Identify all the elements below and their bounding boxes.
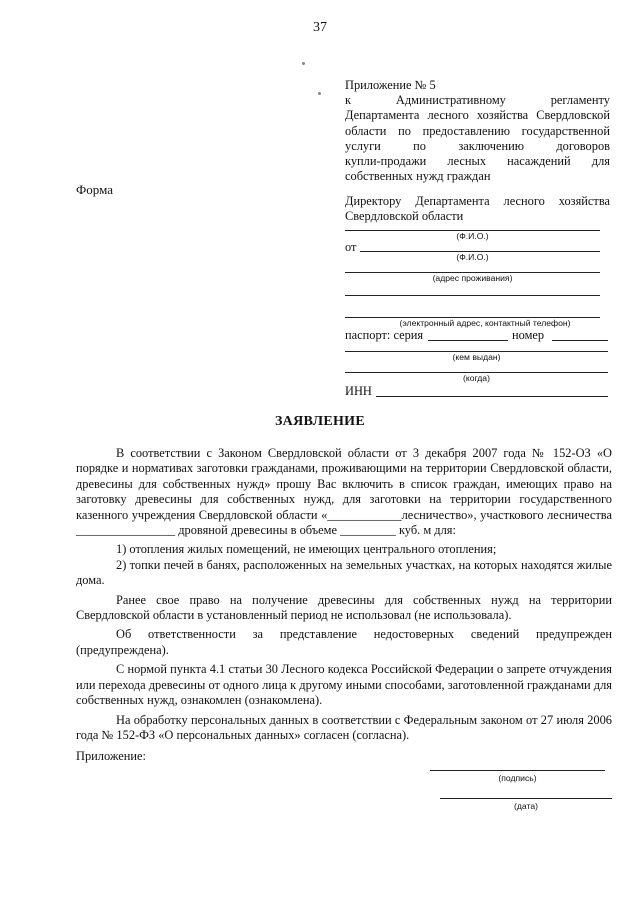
inn-label: ИНН [345,384,372,398]
passport-number-label: номер [512,328,545,342]
appendix-line: к Административному регламенту [345,93,610,108]
body-paragraph: Ранее свое право на получение древесины для собственных нужд на территории Свердловской области в установленный период не использовал (не использовала). [76,592,612,623]
inn-line[interactable] [376,396,608,397]
passport-number-line[interactable] [552,340,608,341]
addressee-line: Свердловской области [345,209,464,223]
signature-caption: (подпись) [498,773,537,783]
appendix-line: купли-продажи лесных насаждений для [345,154,610,169]
passport-series-label: паспорт: серия [345,328,424,342]
page-number: 37 [313,20,327,35]
body-paragraph: В соответствии с Законом Свердловской области от 3 декабря 2007 года № 152-ОЗ «О порядке и нормативах заготовки гражданами, проживающими на территории Свердловской области, древесины для собственных нужд» прошу Вас включить в список граждан, имеющих право на заготовку древесины для собственных нужд, для заготовки на территории государственного казенного учреждения Свердловской области «____________лесничество», участкового лесничества ________________ дровяной древесины в объеме _________ куб. м для: [76,446,612,538]
document-title: ЗАЯВЛЕНИЕ [274,414,365,429]
issued-by-caption: (кем выдан) [452,352,501,362]
appendix-line: Департамента лесного хозяйства Свердловской [345,108,610,123]
body-paragraph: 1) отопления жилых помещений, не имеющих центрального отопления; [116,542,497,557]
issued-when-caption: (когда) [463,373,490,383]
address-line-2[interactable] [345,295,600,296]
appendix-line: Приложение № 5 [345,78,436,92]
fio-caption-1: (Ф.И.О.) [456,231,489,241]
appendix-line: области по предоставлению государственной [345,123,610,138]
appendix-line: собственных нужд граждан [345,169,491,184]
body-paragraph: 2) топки печей в банях, расположенных на земельных участках, на которых находятся жилые дома. [76,557,612,588]
body-paragraph: С нормой пункта 4.1 статьи 30 Лесного кодекса Российской Федерации о запрете отчуждения или перехода древесины от одного лица к другому иными способами, заготовленной гражданами для собственных нужд, ознакомлен (ознакомлена). [76,662,612,708]
application-body [76,446,612,743]
fio-caption-2: (Ф.И.О.) [456,252,489,262]
date-line[interactable] [440,798,612,799]
appendix-header [345,78,610,184]
date-caption: (дата) [514,801,538,811]
contact-caption: (электронный адрес, контактный телефон) [399,318,571,328]
scan-speck [302,62,305,65]
from-label: от [345,240,357,254]
scan-speck [318,92,321,95]
passport-series-line[interactable] [428,340,508,341]
form-label: Форма [76,182,113,197]
appendix-line: услуги по заключению договоров [345,138,610,153]
address-caption: (адрес проживания) [432,273,513,283]
signature-line[interactable] [430,770,605,771]
body-paragraph: На обработку персональных данных в соответствии с Федеральным законом от 27 июля 2006 года № 152-ФЗ «О персональных данных» согласен (согласна). [76,712,612,742]
addressee-block [345,194,610,224]
body-paragraph: Об ответственности за представление недостоверных сведений предупрежден (предупреждена). [76,627,612,657]
attachment-label: Приложение: [76,749,146,763]
addressee-line: Директору Департамента лесного хозяйства [345,194,610,208]
